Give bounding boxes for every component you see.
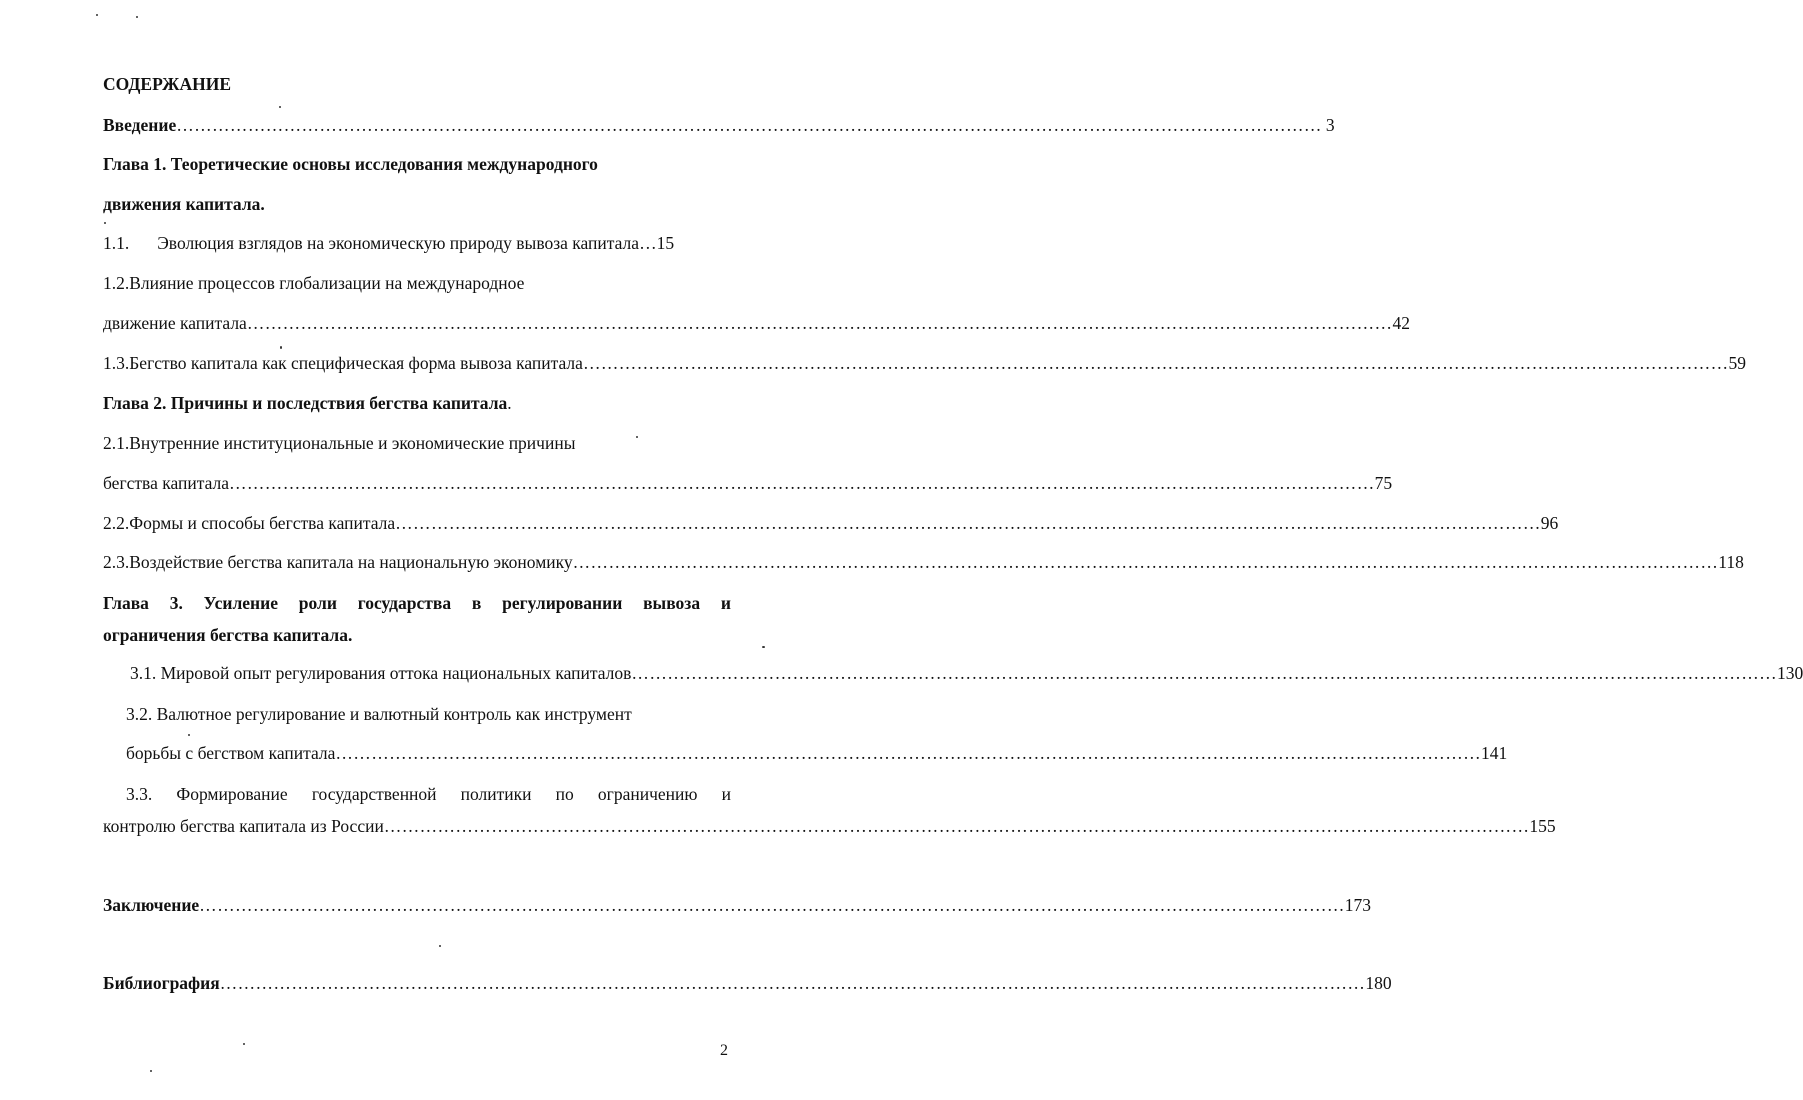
toc-entry-1-3: [103, 352, 1747, 374]
entry-page: 173: [1344, 895, 1372, 915]
leader-dots: …………………………………………………………………………………………………………………………………………………………………………: [246, 313, 1393, 333]
scan-speck: [150, 1070, 152, 1072]
scan-speck: [636, 436, 638, 438]
toc-entry-1-2-line1: 1.2.Влияние процессов глобализации на международное: [103, 273, 525, 293]
toc-entry-3-1: [130, 662, 1803, 684]
toc-entry-3-3-line1: [126, 783, 731, 805]
scan-speck: [280, 346, 282, 349]
heading-word: роли: [298, 593, 337, 613]
entry-label: Библиография: [103, 973, 220, 993]
toc-entry-1-1: [103, 232, 674, 254]
entry-word: и: [721, 784, 731, 804]
toc-entry-bibliography: [103, 972, 1392, 994]
entry-label: 2.2.Формы и способы бегства капитала: [103, 513, 396, 533]
entry-label: борьбы с бегством капитала: [126, 743, 336, 763]
entry-label: Введение: [103, 115, 177, 135]
chapter-3-heading-cont: ограничения бегства капитала.: [103, 625, 353, 645]
chapter-1-heading: Глава 1. Теоретические основы исследования международного: [103, 154, 598, 174]
chapter-3-heading: [103, 592, 731, 614]
scan-speck: [104, 222, 106, 224]
leader-dots: …………………………………………………………………………………………………………………………………………………………………………: [219, 973, 1366, 993]
heading-word: государства: [357, 593, 452, 613]
entry-page: 96: [1540, 513, 1559, 533]
toc-entry-1-2: [103, 312, 1410, 334]
entry-label: бегства капитала: [103, 473, 229, 493]
scan-speck: [243, 1043, 245, 1045]
leader-dots: …………………………………………………………………………………………………………………………………………………………………………: [572, 552, 1719, 572]
toc-title: СОДЕРЖАНИЕ: [103, 74, 232, 94]
entry-page: 130: [1777, 663, 1803, 683]
heading-word: Усиление: [203, 593, 278, 613]
entry-page: 180: [1365, 973, 1392, 993]
toc-entry-3-2: [126, 742, 1508, 764]
leader-dots: …………………………………………………………………………………………………………………………………………………………………………: [199, 895, 1345, 915]
heading-word: вывоза: [643, 593, 701, 613]
toc-entry-2-1: [103, 472, 1393, 494]
entry-word: 3.3.: [126, 784, 153, 804]
page-number: 2: [720, 1042, 728, 1059]
entry-word: государственной: [311, 784, 437, 804]
entry-label: движение капитала: [103, 313, 247, 333]
heading-word: в: [471, 593, 482, 613]
scan-speck: [136, 16, 138, 18]
chapter-2-title-end: .: [507, 393, 512, 413]
entry-page: 59: [1728, 353, 1747, 373]
chapter-2-heading: [103, 392, 512, 414]
scan-speck: [96, 14, 98, 16]
scan-speck: [188, 734, 190, 736]
entry-label: контролю бегства капитала из России: [103, 816, 384, 836]
entry-label: Эволюция взглядов на экономическую природу вывоза капитала: [157, 233, 640, 253]
leader-dots: …………………………………………………………………………………………………………………………………………………………………………: [383, 816, 1530, 836]
chapter-1-heading-cont: движения капитала.: [103, 194, 265, 214]
scan-speck: [279, 106, 281, 108]
entry-word: по: [555, 784, 574, 804]
entry-page: 3: [1325, 115, 1335, 135]
entry-page: 141: [1481, 743, 1508, 763]
toc-entry-3-2-line1: 3.2. Валютное регулирование и валютный контроль как инструмент: [126, 704, 632, 724]
leader-dots: …………………………………………………………………………………………………………………………………………………………………………: [176, 115, 1322, 135]
toc-entry-3-3: [103, 815, 1556, 837]
entry-label: 1.3.Бегство капитала как специфическая форма вывоза капитала: [103, 353, 583, 373]
leader-dots: …………………………………………………………………………………………………………………………………………………………………………: [395, 513, 1541, 533]
scan-speck: [762, 646, 765, 648]
heading-word: и: [720, 593, 731, 613]
entry-label: 3.1. Мировой опыт регулирования оттока национальных капиталов: [130, 663, 632, 683]
leader-dots: …: [639, 233, 657, 253]
entry-page: 75: [1374, 473, 1393, 493]
entry-word: ограничению: [597, 784, 698, 804]
entry-page: 15: [656, 233, 675, 253]
entry-label: Заключение: [103, 895, 200, 915]
entry-word: политики: [460, 784, 532, 804]
leader-dots: …………………………………………………………………………………………………………………………………………………………………………: [631, 663, 1778, 683]
toc-entry-2-2: [103, 512, 1559, 534]
leader-dots: …………………………………………………………………………………………………………………………………………………………………………: [229, 473, 1375, 493]
toc-entry-2-3: [103, 551, 1744, 573]
heading-word: 3.: [169, 593, 183, 613]
toc-entry-2-1-line1: 2.1.Внутренние институциональные и экономические причины: [103, 433, 576, 453]
scan-speck: [439, 945, 441, 947]
heading-word: Глава: [103, 593, 149, 613]
entry-page: 118: [1718, 552, 1744, 572]
entry-label: 2.3.Воздействие бегства капитала на национальную экономику: [103, 552, 573, 572]
chapter-2-title: Глава 2. Причины и последствия бегства капитала: [103, 393, 508, 413]
toc-entry-conclusion: [103, 894, 1372, 916]
heading-word: регулировании: [502, 593, 623, 613]
toc-entry-introduction: [103, 114, 1335, 136]
entry-page: 42: [1392, 313, 1410, 333]
leader-dots: …………………………………………………………………………………………………………………………………………………………………………: [335, 743, 1482, 763]
entry-number: 1.1.: [103, 233, 130, 253]
entry-page: 155: [1529, 816, 1556, 836]
entry-word: Формирование: [176, 784, 288, 804]
leader-dots: …………………………………………………………………………………………………………………………………………………………………………: [582, 353, 1729, 373]
